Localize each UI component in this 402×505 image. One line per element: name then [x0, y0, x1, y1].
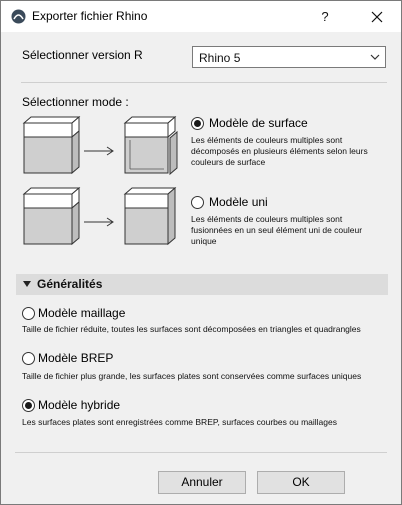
radio-solid-model[interactable]	[191, 196, 204, 209]
window-title: Exporter fichier Rhino	[32, 9, 148, 23]
box-before-icon	[24, 117, 79, 173]
hybrid-model-label: Modèle hybride	[38, 398, 121, 412]
radio-mesh-model[interactable]	[22, 307, 35, 320]
version-label: Sélectionner version R	[22, 48, 143, 62]
separator	[21, 82, 387, 83]
box-solid-icon	[125, 188, 175, 244]
surface-model-illustration	[22, 116, 182, 180]
ok-button[interactable]: OK	[257, 471, 345, 494]
title-bar	[1, 1, 401, 32]
brep-model-label: Modèle BREP	[38, 351, 114, 365]
version-select[interactable]	[192, 46, 386, 68]
archicad-app-icon	[11, 9, 26, 24]
solid-model-illustration	[22, 187, 182, 251]
close-icon[interactable]	[367, 7, 387, 27]
brep-model-description: Taille de fichier plus grande, les surfaces plates sont conservées comme surfaces uniques	[22, 371, 362, 381]
box-exploded-icon	[125, 117, 177, 174]
box-before-icon	[24, 188, 79, 244]
surface-model-label: Modèle de surface	[209, 116, 308, 130]
surface-model-description: Les éléments de couleurs multiples sont décomposés en plusieurs éléments selon leurs couleurs de surface	[191, 135, 368, 167]
version-select-value: Rhino 5	[199, 51, 241, 65]
hybrid-model-description: Les surfaces plates sont enregistrées comme BREP, surfaces courbes ou maillages	[22, 417, 337, 427]
help-button[interactable]: ?	[321, 9, 329, 24]
arrow-right-icon	[84, 147, 113, 155]
general-section-header[interactable]	[16, 274, 388, 295]
mesh-model-label: Modèle maillage	[38, 306, 126, 320]
solid-model-label: Modèle uni	[209, 195, 268, 209]
mode-label: Sélectionner mode :	[22, 95, 129, 109]
radio-hybrid-model[interactable]	[22, 399, 35, 412]
triangle-down-icon	[23, 281, 31, 287]
chevron-down-icon	[370, 53, 380, 61]
dialog-content	[1, 32, 401, 504]
arrow-right-icon	[84, 218, 113, 226]
footer-separator	[15, 452, 387, 453]
general-section-title: Généralités	[37, 277, 103, 291]
radio-brep-model[interactable]	[22, 352, 35, 365]
solid-model-description: Les éléments de couleurs multiples sont fusionnées en un seul élément uni de couleur unique	[191, 214, 363, 246]
mesh-model-description: Taille de fichier réduite, toutes les surfaces sont décomposées en triangles et quadrangles	[22, 324, 361, 334]
cancel-button[interactable]: Annuler	[158, 471, 246, 494]
radio-surface-model[interactable]	[191, 117, 204, 130]
